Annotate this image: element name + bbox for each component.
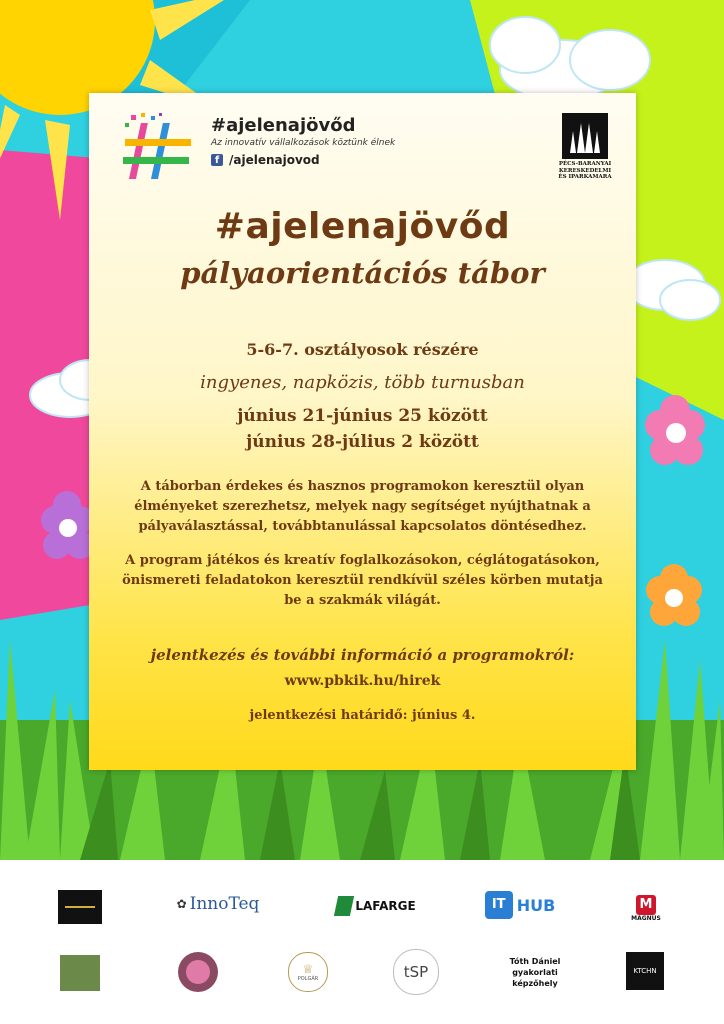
slogan: Az innovatív vállalkozások köztünk élnek: [211, 138, 396, 148]
innoteq-icon: ✿: [176, 897, 187, 911]
sponsor-logo-polgar: ♕ POLGÁR: [288, 952, 328, 992]
facebook-icon: f: [211, 154, 223, 166]
sponsor-logo-round: [178, 952, 218, 992]
flyer-card: [89, 93, 636, 770]
hashtag-logo-icon: [121, 113, 201, 181]
wine-glass-icon: ♕: [302, 962, 314, 976]
sponsor-logo-lafarge: LAFARGE: [333, 894, 419, 918]
page-title: #ajelenajövőd: [214, 206, 511, 247]
program-paragraph: A program játékos és kreatív foglalkozásokon, céglátogatásokon, önismereti feladatokon keresztül rendkívül széles körben mutatja be a szakmák világát.: [122, 553, 603, 608]
facebook-handle-link[interactable]: /ajelenajovod: [229, 153, 320, 167]
sponsor-logo-photo: [60, 955, 100, 991]
sponsor-logo-ithub: IT HUB: [483, 890, 557, 920]
chamber-name: PÉCS-BARANYAI KERESKEDELMI ÉS IPARKAMARA: [558, 161, 612, 180]
info-link[interactable]: www.pbkik.hu/hirek: [284, 673, 441, 689]
application-deadline: jelentkezési határidő: június 4.: [249, 708, 476, 723]
sponsor-logo-dark: [58, 890, 102, 924]
sponsor-logo-innoteq: ✿ InnoTeq: [176, 894, 260, 914]
magnus-icon: M: [636, 895, 656, 915]
date-range-2: június 28-július 2 között: [246, 432, 479, 452]
target-grades: 5-6-7. osztályosok részére: [246, 340, 479, 359]
description-paragraph: A táborban érdekes és hasznos programokon keresztül olyan élményeket szerezhetsz, melyek nagy segítséget nyújthatnak a pályaválasztással, továbbtanulással kapcsolatos döntésedhez.: [134, 479, 591, 534]
sponsor-logo-magnus: M MAGNUS: [631, 896, 661, 922]
camp-type: ingyenes, napközis, több turnusban: [200, 372, 525, 393]
chamber-logo-icon: [562, 113, 608, 159]
lafarge-icon: [334, 896, 354, 916]
hashtag-label: #ajelenajövőd: [211, 115, 356, 136]
date-range-1: június 21-június 25 között: [237, 406, 488, 426]
sponsor-strip: [0, 860, 724, 1024]
sponsor-logo-toth: Tóth Dániel gyakorlati képzőhely: [509, 956, 561, 988]
sponsor-logo-kitchen: KTCHN: [626, 952, 664, 990]
apply-info: jelentkezés és további információ a programokról:: [150, 646, 575, 664]
sponsor-logo-tsp: tSP: [393, 949, 439, 995]
page-subtitle: pályaorientációs tábor: [180, 256, 545, 290]
